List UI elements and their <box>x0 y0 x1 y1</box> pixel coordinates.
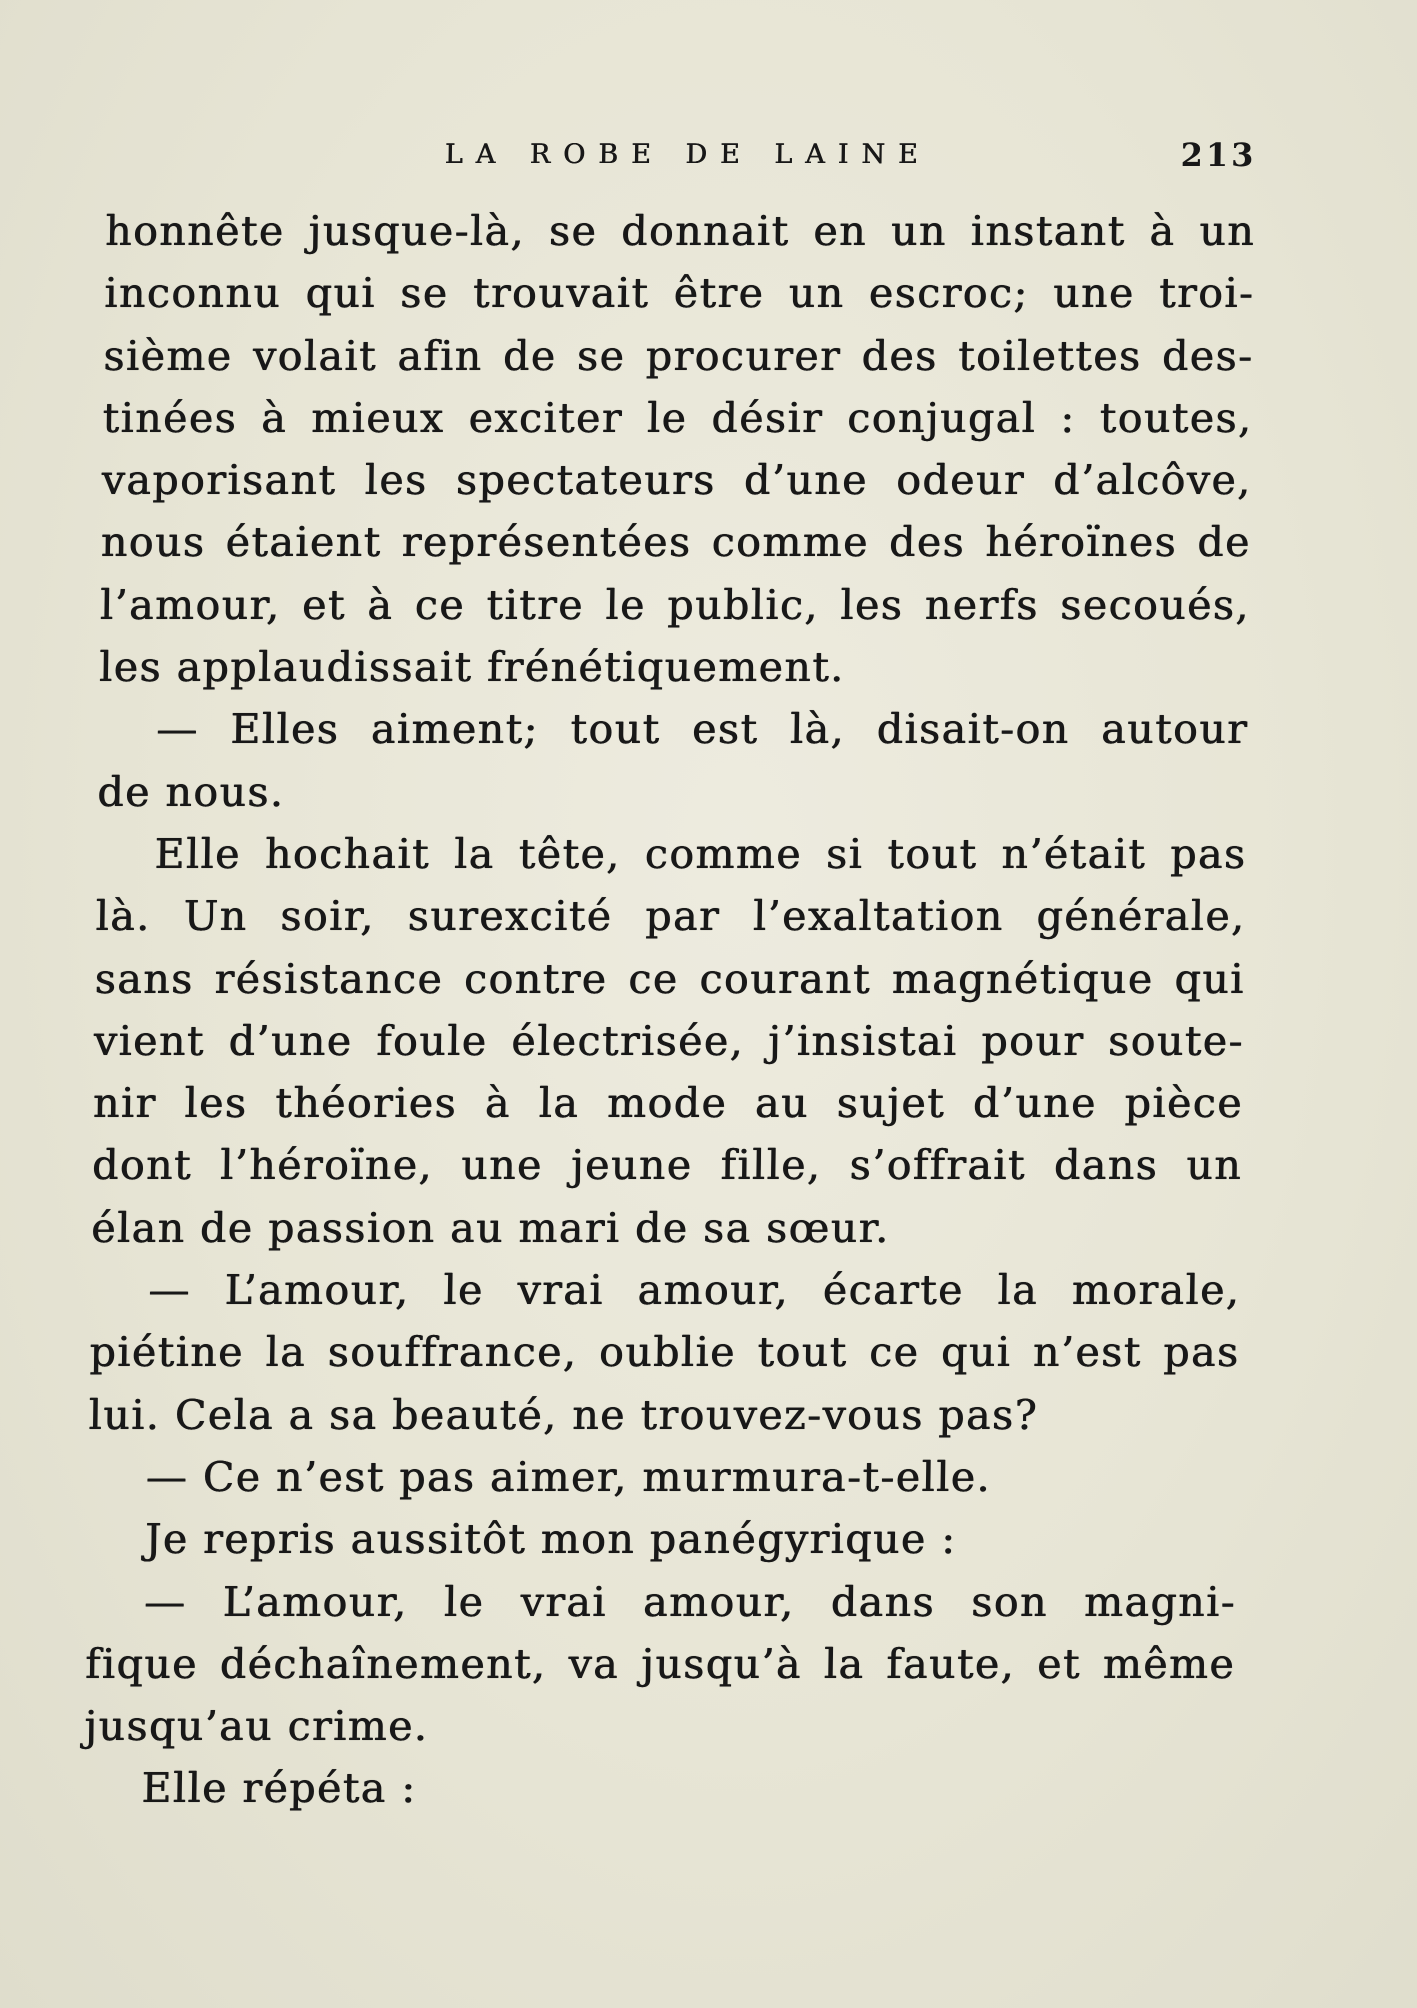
text-line: — L’amour, le vrai amour, écarte la morale, <box>148 1266 1241 1315</box>
text-line: nous étaient représentées comme des héroïnes de <box>100 518 1252 567</box>
paragraph <box>91 823 1247 1259</box>
paragraph <box>99 200 1256 698</box>
paragraph <box>88 1259 1241 1446</box>
text-line: sième volait afin de se procurer des toilettes des- <box>103 331 1254 380</box>
paragraph <box>88 1446 1239 1508</box>
text-line: — L’amour, le vrai amour, dans son magni- <box>143 1577 1237 1626</box>
text-line: dont l’héroïne, une jeune fille, s’offrait dans un <box>92 1141 1243 1190</box>
page-body <box>83 200 1256 1820</box>
text-line: honnête jusque-là, se donnait en un instant à un <box>105 207 1256 255</box>
running-head: LA ROBE DE LAINE <box>444 139 932 170</box>
page-header <box>106 130 1257 180</box>
text-line: fique déchaînement, va jusqu’à la faute, et même <box>85 1639 1236 1688</box>
text-line: sans résistance contre ce courant magnétique qui <box>94 954 1246 1003</box>
text-line: lui. Cela a sa beauté, ne trouvez-vous pas? <box>88 1390 1039 1439</box>
text-line: — Ce n’est pas aimer, murmura-t-elle. <box>145 1452 992 1501</box>
text-line: inconnu qui se trouvait être un escroc; une troi- <box>104 269 1255 318</box>
text-line: piétine la souffrance, oublie tout ce qui n’est pas <box>89 1328 1241 1377</box>
text-line: Elle hochait la tête, comme si tout n’était pas <box>154 829 1248 878</box>
text-block <box>83 130 1257 1820</box>
text-line: là. Un soir, surexcité par l’exaltation générale, <box>95 892 1247 941</box>
text-line: jusqu’au crime. <box>84 1702 429 1751</box>
text-line: Elle répéta : <box>141 1764 418 1813</box>
paragraph <box>84 1571 1237 1758</box>
paragraph <box>87 1508 1238 1570</box>
text-line: Je repris aussitôt mon panégyrique : <box>144 1515 958 1564</box>
page-number: 213 <box>1180 136 1257 174</box>
text-line: les applaudissait frénétiquement. <box>98 643 846 692</box>
text-line: élan de passion au mari de sa sœur. <box>91 1203 891 1252</box>
text-line: nir les théories à la mode au sujet d’une pièce <box>92 1079 1244 1128</box>
text-line: l’amour, et à ce titre le public, les nerfs secoués, <box>99 580 1251 629</box>
paragraph <box>97 698 1249 823</box>
paragraph <box>83 1757 1234 1819</box>
text-line: vaporisant les spectateurs d’une odeur d’alcôve, <box>101 456 1253 505</box>
text-line: vient d’une foule électrisée, j’insistai pour soute- <box>93 1016 1245 1065</box>
text-line: tinées à mieux exciter le désir conjugal : toutes, <box>102 393 1254 442</box>
text-line: de nous. <box>97 767 286 816</box>
text-line: — Elles aiment; tout est là, disait-on autour <box>156 705 1249 754</box>
